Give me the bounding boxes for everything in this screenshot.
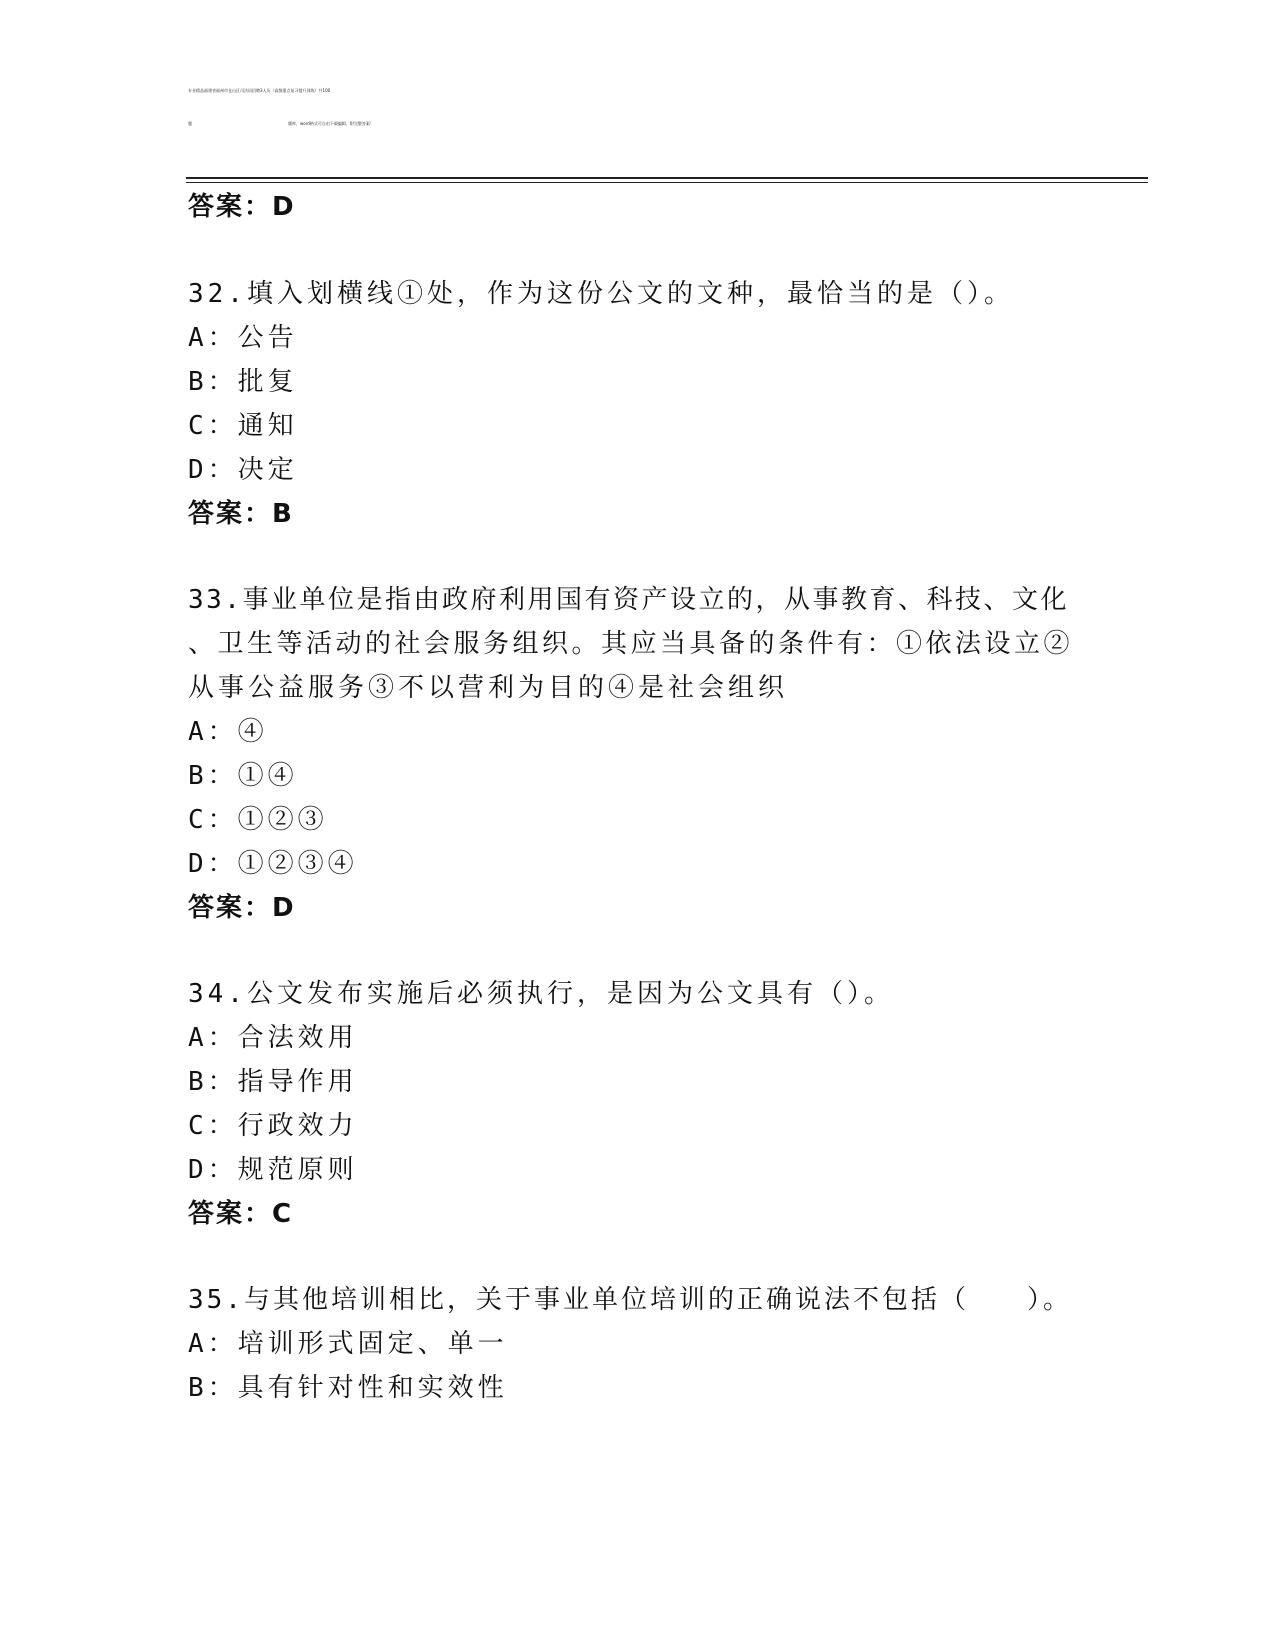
answer-34: 答案：C [188,1199,294,1229]
answer-31: 答案：D [188,192,296,222]
question-32-option-b: B：批复 [188,367,298,397]
question-33-line-1: 33.事业单位是指由政府利用国有资产设立的，从事教育、科技、文化 [188,585,1069,615]
question-33-line-3: 从事公益服务③不以营利为目的④是社会组织 [188,673,789,703]
question-33-option-d: D：①②③④ [188,849,358,879]
header-title-line: 专业精品福建省福州市仓山区司法局招聘3人历（高频重点复习提升训练）共100 [188,88,331,93]
header-subtitle-right: 题库，word格式可自由下载编辑，附完整答案！ [288,121,374,126]
question-33-line-2: 、卫生等活动的社会服务组织。其应当具备的条件有：①依法设立② [188,629,1074,659]
header-subtitle-left: 题 [188,121,192,126]
header-divider-thin [186,182,1148,183]
question-35-option-b: B：具有针对性和实效性 [188,1373,508,1403]
question-33-option-b: B：①④ [188,761,298,791]
question-32-option-a: A：公告 [188,323,298,353]
question-35-text: 35.与其他培训相比，关于事业单位培训的正确说法不包括（ ）。 [188,1285,1072,1315]
question-32-option-d: D：决定 [188,455,298,485]
question-35-option-a: A：培训形式固定、单一 [188,1329,508,1359]
question-34-option-b: B：指导作用 [188,1067,358,1097]
question-32-option-c: C：通知 [188,411,298,441]
header-subtitle-line [188,107,1088,140]
question-34-option-a: A：合法效用 [188,1023,358,1053]
question-33-option-c: C：①②③ [188,805,328,835]
question-34-option-d: D：规范原则 [188,1155,358,1185]
answer-33: 答案：D [188,893,296,923]
document-header [188,74,1088,140]
question-34-text: 34.公文发布实施后必须执行，是因为公文具有（）。 [188,979,894,1009]
question-34-option-c: C：行政效力 [188,1111,358,1141]
question-33-option-a: A：④ [188,717,268,747]
answer-32: 答案：B [188,499,294,529]
header-divider-thick [186,177,1148,179]
question-32-text: 32.填入划横线①处，作为这份公文的文种，最恰当的是（）。 [188,279,1014,309]
